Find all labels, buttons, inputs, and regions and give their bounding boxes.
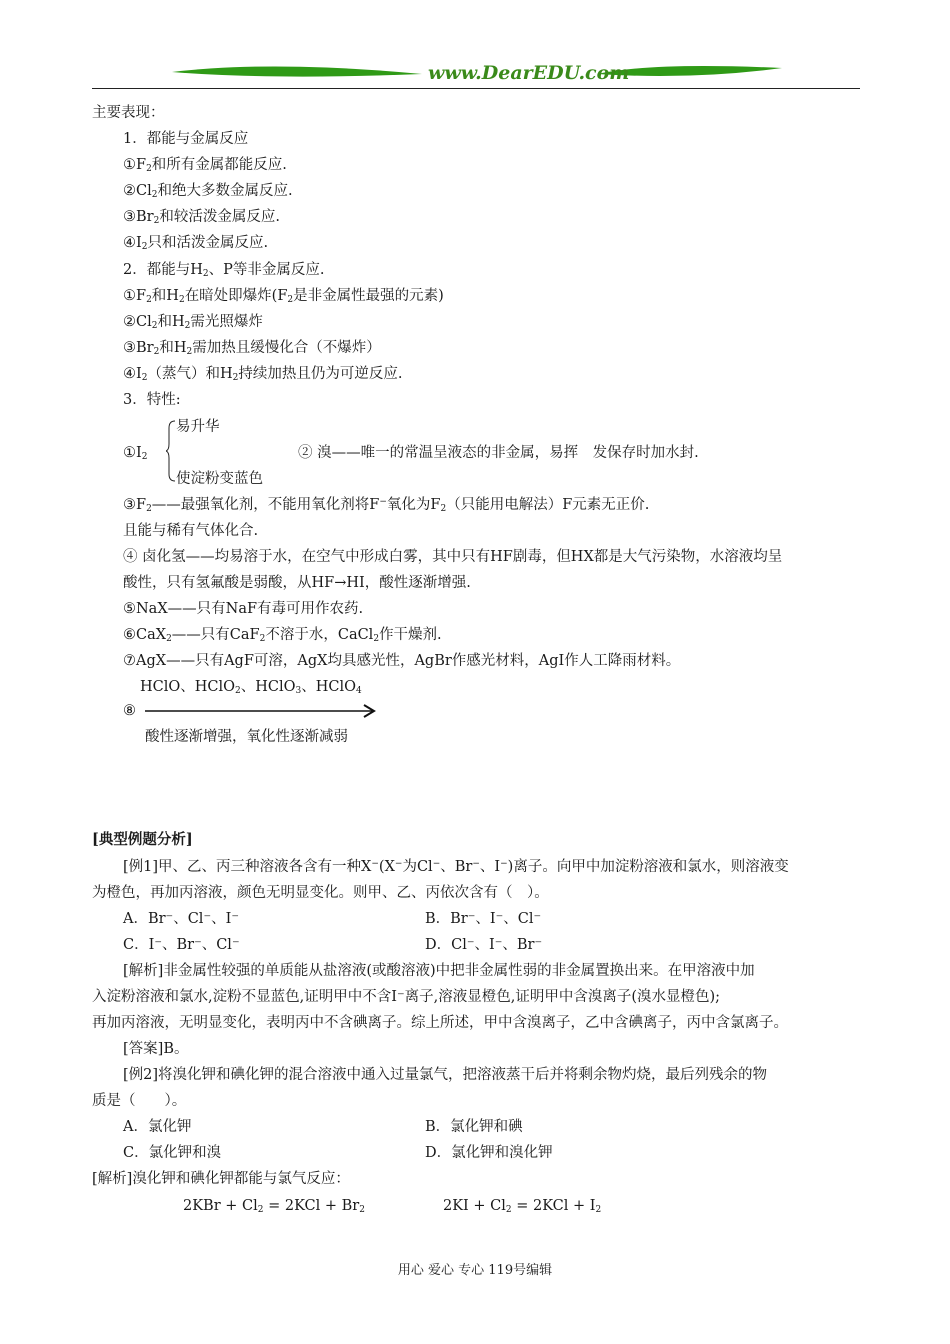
header-rule (92, 88, 860, 89)
p1-item: $②Cl_2$和绝大多数金属反应. (123, 183, 293, 200)
p1-item: $①F_2$和所有金属都能反应. (123, 157, 287, 174)
ex1-option-d: D．Cl⁻、I⁻、Br⁻ (425, 937, 543, 953)
p2-line: $④I_2$（蒸气）和$H_2$持续加热且仍为可逆反应. (123, 366, 403, 383)
header-banner (92, 58, 860, 90)
hx-line-1: ④ 卤化氢——均易溶于水，在空气中形成白雾，其中只有HF剧毒，但HX都是大气污染物，水溶液均呈 (123, 549, 783, 565)
fluorine-line-2: 且能与稀有气体化合. (123, 523, 259, 539)
nax-line: ⑤NaX——只有NaF有毒可用作农药. (123, 601, 364, 617)
curly-brace-icon (166, 420, 176, 482)
ex1-analysis-1: [解析]非金属性较强的单质能从盐溶液(或酸溶液)中把非金属性弱的非金属置换出来。在甲溶液中加 (123, 963, 755, 979)
p2-line: $①F_2$和$H_2$在暗处即爆炸($F_2$是非金属性最强的元素) (123, 288, 444, 305)
ex1-option-b: B．Br⁻、I⁻、Cl⁻ (425, 911, 542, 927)
ex2-line-1: [例2]将溴化钾和碘化钾的混合溶液中通入过量氯气，把溶液蒸干后并将剩余物灼烧，最后列残余的物 (123, 1067, 768, 1083)
cax-line: ⑥CaX$_2$——只有CaF$_2$不溶于水，CaCl$_2$作干燥剂. (123, 627, 442, 644)
brace-top-text: 易升华 (176, 419, 220, 435)
item-eight-marker: ⑧ (123, 703, 136, 719)
p2-heading: 2．都能与$H_2$、P等非金属反应. (123, 262, 325, 279)
examples-title: [典型例题分析] (92, 831, 193, 848)
p2-line: $③Br_2$和$H_2$需加热且缓慢化合（不爆炸） (123, 340, 381, 357)
right-arrow-icon (145, 703, 377, 719)
brace-bottom-text: 使淀粉变蓝色 (176, 471, 263, 487)
ex2-option-d: D．氯化钾和溴化钾 (425, 1145, 553, 1161)
oxyacids-label: HClO、HClO$_2$、HClO$_3$、HClO$_4$ (140, 679, 362, 696)
ex2-option-b: B．氯化钾和碘 (425, 1119, 523, 1135)
p1-item: $④I_2$只和活泼金属反应. (123, 235, 269, 252)
bromine-line: ② 溴——唯一的常温呈液态的非金属，易挥 发保存时加水封. (298, 445, 699, 461)
ex2-option-a: A．氯化钾 (123, 1119, 192, 1135)
iodine-label: $①I_2$ (123, 445, 148, 462)
agx-line: ⑦AgX——只有AgF可溶，AgX均具感光性，AgBr作感光材料，AgI作人工降雨材料。 (123, 653, 681, 669)
section-title: 主要表现： (92, 105, 165, 121)
trend-text: 酸性逐渐增强，氧化性逐渐减弱 (145, 729, 348, 745)
p1-heading: 1．都能与金属反应 (123, 131, 249, 147)
site-logo[interactable]: www.DearEDU.com (428, 62, 630, 84)
p2-line: $②Cl_2$和$H_2$需光照爆炸 (123, 314, 263, 331)
equation-2: $2KI + Cl_2 = 2KCl + I_2$ (443, 1198, 602, 1215)
ex2-analysis: [解析]溴化钾和碘化钾都能与氯气反应： (92, 1171, 350, 1187)
ex1-analysis-2: 入淀粉溶液和氯水,淀粉不显蓝色,证明甲中不含I⁻离子,溶液显橙色,证明甲中含溴离子(溴水显橙色); (92, 989, 721, 1005)
ex1-option-a: A．Br⁻、Cl⁻、I⁻ (123, 911, 239, 927)
ex1-line-1: [例1]甲、乙、丙三种溶液各含有一种X−(X−为Cl−、Br−、I−)离子。向甲中加淀粉溶液和氯水，则溶液变 (123, 859, 789, 875)
p1-item: $③Br_2$和较活泼金属反应. (123, 209, 280, 226)
equation-1: $2KBr + Cl_2 = 2KCl + Br_2$ (183, 1198, 365, 1215)
ex1-answer: [答案]B。 (123, 1041, 189, 1057)
ex1-analysis-3: 再加丙溶液，无明显变化，表明丙中不含碘离子。综上所述，甲中含溴离子，乙中含碘离子，丙中含氯离子。 (92, 1015, 788, 1031)
fluorine-line: $③F_2——$最强氧化剂，不能用氧化剂将F−氧化为$F_2$（只能用电解法）F元素无正价. (123, 497, 650, 514)
page-footer: 用心 爱心 专心 119号编辑 (397, 1263, 553, 1278)
hx-line-2: 酸性，只有氢氟酸是弱酸，从HF→HI，酸性逐渐增强. (123, 575, 471, 591)
ex1-option-c: C．I⁻、Br⁻、Cl⁻ (123, 937, 240, 953)
ex1-line-2: 为橙色，再加丙溶液，颜色无明显变化。则甲、乙、丙依次含有（ ）。 (92, 885, 549, 901)
ex2-line-2: 质是（ ）。 (92, 1093, 187, 1109)
p3-heading: 3．特性: (123, 392, 181, 408)
ex2-option-c: C．氯化钾和溴 (123, 1145, 222, 1161)
